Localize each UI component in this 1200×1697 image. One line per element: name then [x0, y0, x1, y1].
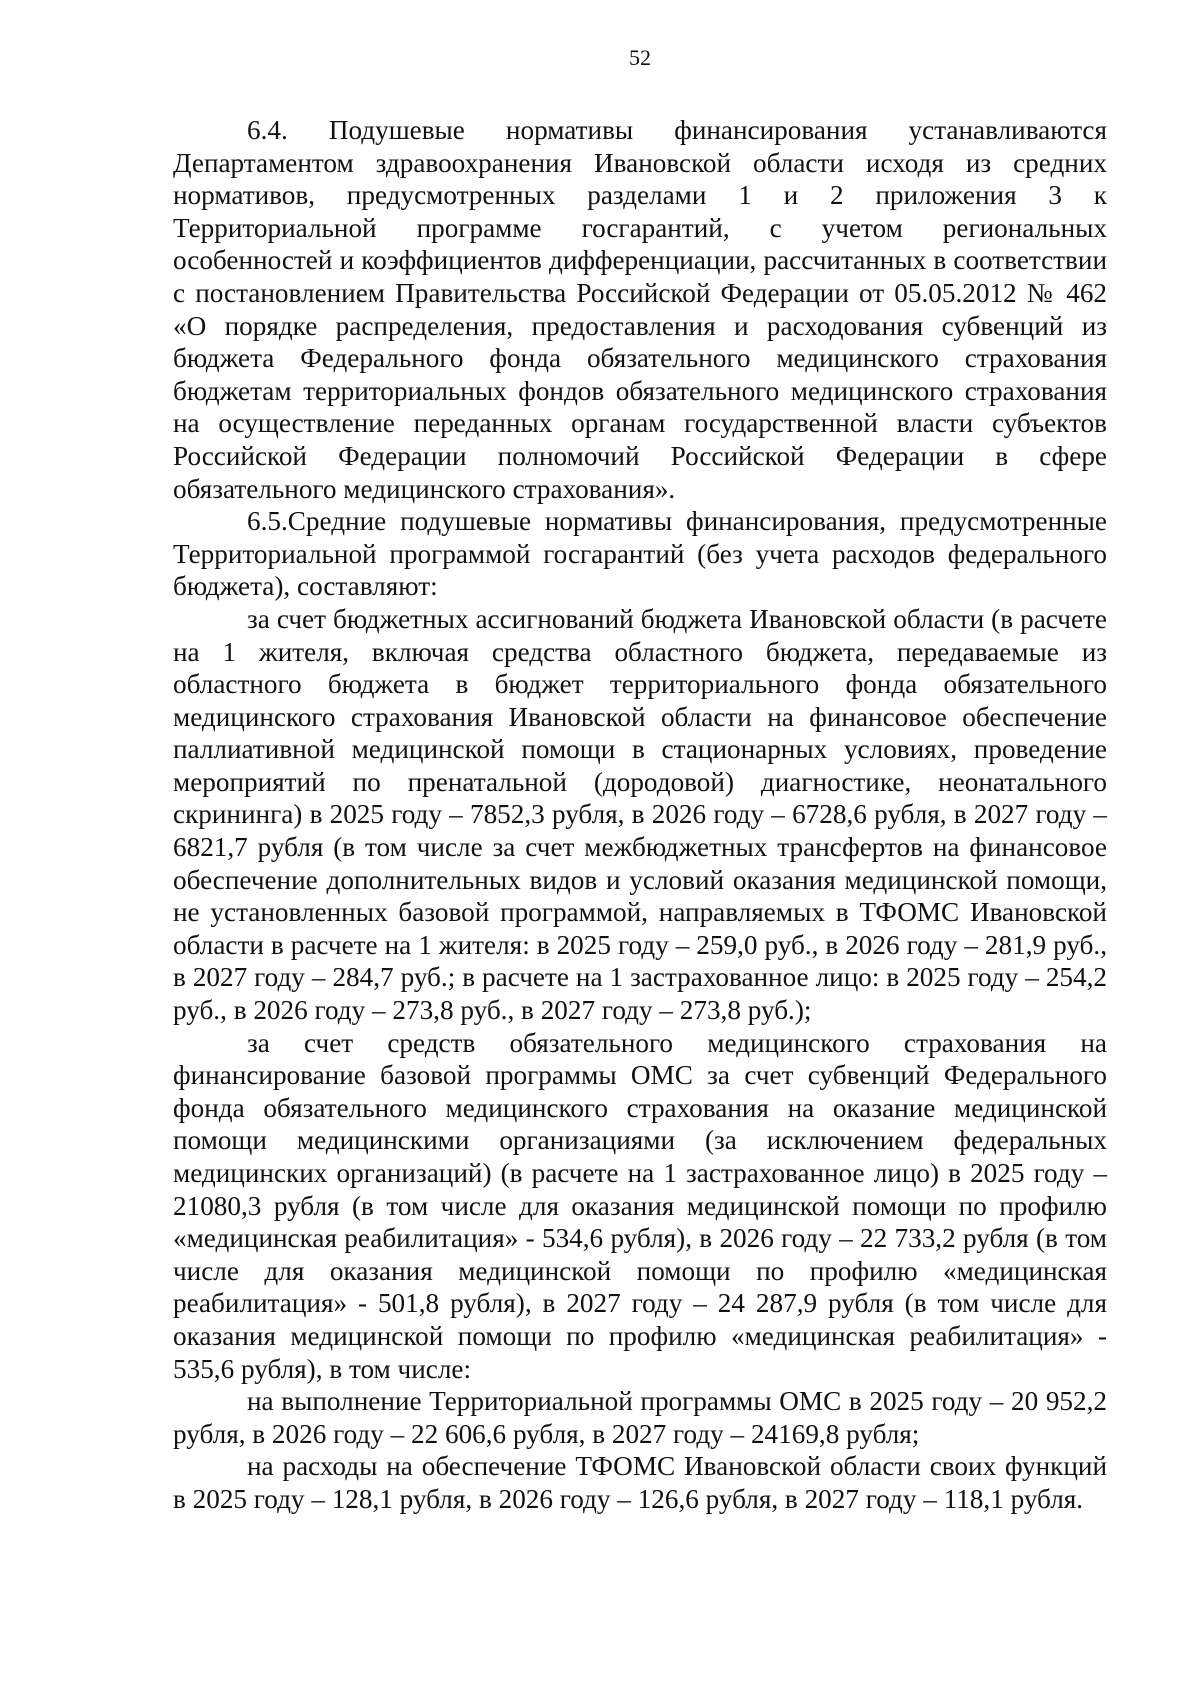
paragraph-budget-allocations: за счет бюджетных ассигнований бюджета Ивановской области (в расчете на 1 жителя, включая средства областного бюджета, передаваемые из областного бюджета в бюджет территориального фонда обязательного медицинского страхования Ивановской области на финансовое обеспечение паллиативной медицинской помощи в стационарных условиях, проведение мероприятий по пренатальной (дородовой) диагностике, неонатального скрининга) в 2025 году – 7852,3 рубля, в 2026 году – 6728,6 рубля, в 2027 году – 6821,7 рубля (в том числе за счет межбюджетных трансфертов на финансовое обеспечение дополнительных видов и условий оказания медицинской помощи, не установленных базовой программой, направляемых в ТФОМС Ивановской области в расчете на 1 жителя: в 2025 году – 259,0 руб., в 2026 году – 281,9 руб., в 2027 году – 284,7 руб.; в расчете на 1 застрахованное лицо: в 2025 году – 254,2 руб., в 2026 году – 273,8 руб., в 2027 году – 273,8 руб.);: [173, 603, 1107, 1026]
paragraph-6-4: 6.4. Подушевые нормативы финансирования устанавливаются Департаментом здравоохранения Ивановской области исходя из средних нормативов, предусмотренных разделами 1 и 2 приложения 3 к Территориальной программе госгарантий, с учетом региональных особенностей и коэффициентов дифференциации, рассчитанных в соответствии с постановлением Правительства Российской Федерации от 05.05.2012 № 462 «О порядке распределения, предоставления и расходования субвенций из бюджета Федерального фонда обязательного медицинского страхования бюджетам территориальных фондов обязательного медицинского страхования на осуществление переданных органам государственной власти субъектов Российской Федерации полномочий Российской Федерации в сфере обязательного медицинского страхования».: [173, 115, 1107, 504]
paragraph-tfoms-expenses: на расходы на обеспечение ТФОМС Ивановской области своих функций в 2025 году – 128,1 рубля, в 2026 году – 126,6 рубля, в 2027 году – 118,1 рубля.: [173, 1451, 1107, 1514]
paragraph-oms-funding: за счет средств обязательного медицинского страхования на финансирование базовой программы ОМС за счет субвенций Федерального фонда обязательного медицинского страхования на оказание медицинской помощи медицинскими организациями (за исключением федеральных медицинских организаций) (в расчете на 1 застрахованное лицо) в 2025 году – 21080,3 рубля (в том числе для оказания медицинской помощи по профилю «медицинская реабилитация» - 534,6 рубля), в 2026 году – 22 733,2 рубля (в том числе для оказания медицинской помощи по профилю «медицинская реабилитация» - 501,8 рубля), в 2027 году – 24 287,9 рубля (в том числе для оказания медицинской помощи по профилю «медицинская реабилитация» - 535,6 рубля), в том числе:: [173, 1027, 1107, 1384]
paragraph-territorial-program: на выполнение Территориальной программы ОМС в 2025 году – 20 952,2 рубля, в 2026 году – 22 606,6 рубля, в 2027 году – 24169,8 рубля;: [173, 1386, 1107, 1449]
page-number: 52: [629, 45, 651, 70]
paragraph-6-5: 6.5.Средние подушевые нормативы финансирования, предусмотренные Территориальной программой госгарантий (без учета расходов федерального бюджета), составляют:: [173, 506, 1107, 602]
document-body: [173, 114, 1107, 1516]
